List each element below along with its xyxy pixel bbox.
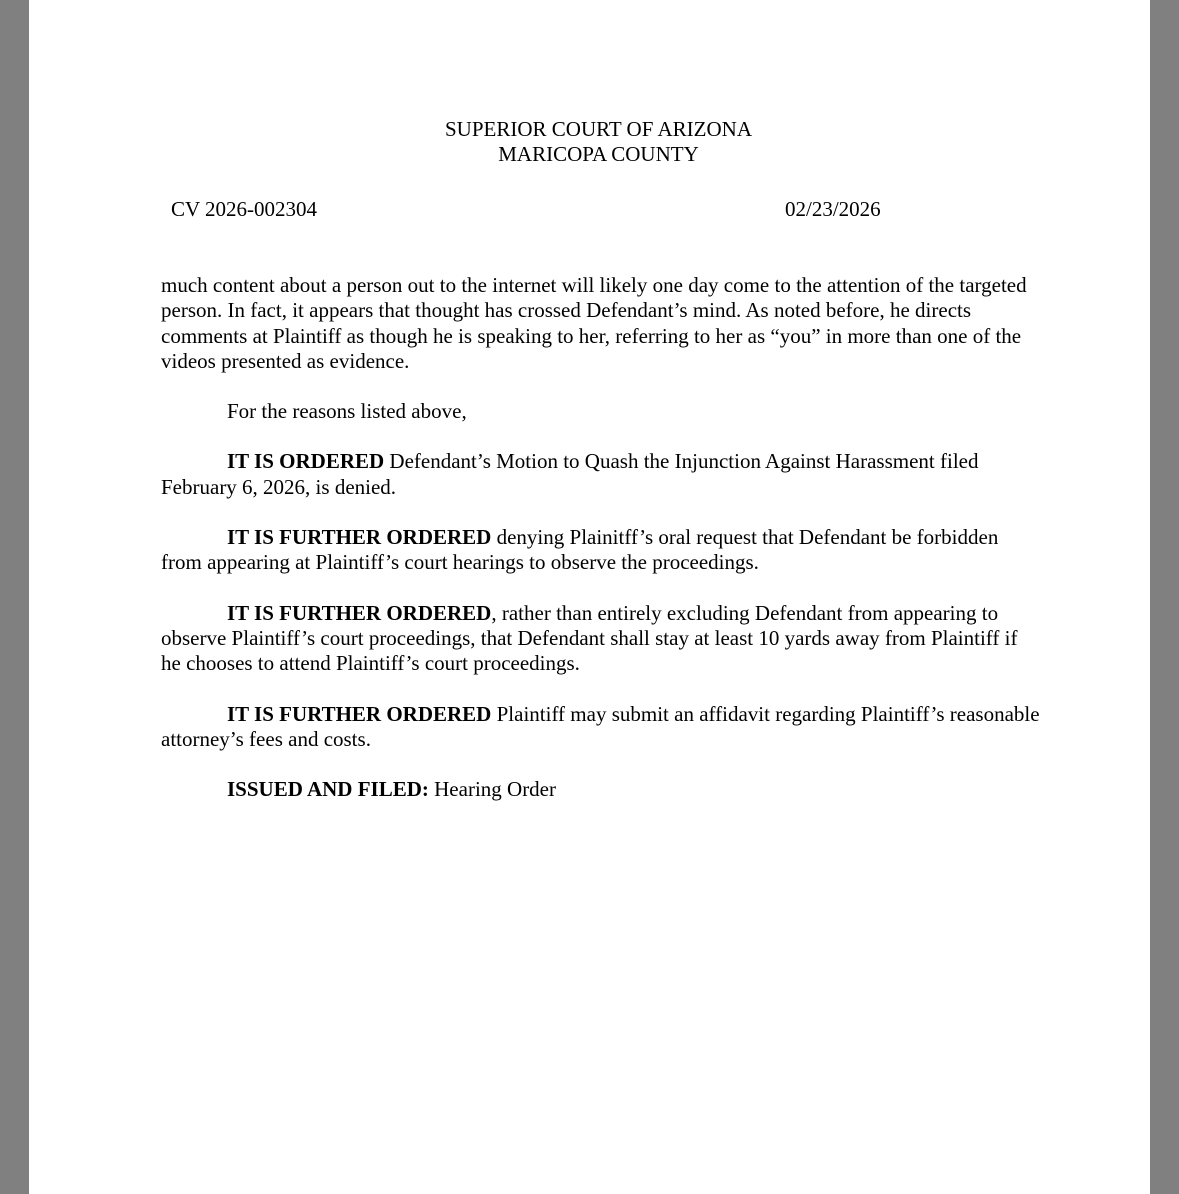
order-heading: IT IS ORDERED bbox=[227, 449, 385, 474]
issued-heading: ISSUED AND FILED: bbox=[227, 777, 429, 802]
issued-and-filed bbox=[161, 777, 1041, 802]
order-text: denying Plainitff’s oral request that Defendant be forbidden from appearing at Plaintiff’s court hearings to observe the proceedings. bbox=[161, 525, 999, 575]
case-number: CV 2026-002304 bbox=[171, 197, 318, 221]
order-paragraph-motion-denied bbox=[161, 449, 1041, 500]
order-heading: IT IS FURTHER ORDERED bbox=[227, 600, 492, 625]
continuation-paragraph: much content about a person out to the internet will likely one day come to the attention of the targeted person. In fact, it appears that thought has crossed Defendant’s mind. As noted before, he directs comments at Plaintiff as though he is speaking to her, referring to her as “you” in more than one of the videos presented as evidence. bbox=[161, 273, 1027, 373]
court-name: SUPERIOR COURT OF ARIZONA bbox=[445, 117, 752, 141]
order-heading: IT IS FURTHER ORDERED bbox=[227, 701, 492, 726]
issued-text: Hearing Order bbox=[428, 777, 556, 802]
order-text: Defendant’s Motion to Quash the Injunction Against Harassment filed February 6, 2026, is denied. bbox=[161, 449, 979, 499]
document-page bbox=[29, 0, 1150, 1194]
order-paragraph-distance bbox=[161, 601, 1041, 677]
order-heading: IT IS FURTHER ORDERED bbox=[227, 525, 492, 550]
order-paragraph-fees bbox=[161, 702, 1041, 753]
reasons-paragraph: For the reasons listed above, bbox=[227, 399, 467, 424]
order-paragraph-request-denied bbox=[161, 525, 1041, 576]
case-date: 02/23/2026 bbox=[785, 197, 881, 221]
order-text: , rather than entirely excluding Defendant from appearing to observe Plaintiff’s court proceedings, that Defendant shall stay at least 10 yards away from Plaintiff if he chooses to attend Plaintiff’s court proceedings. bbox=[161, 600, 1018, 676]
order-body bbox=[161, 273, 1041, 827]
county-name: MARICOPA COUNTY bbox=[498, 142, 699, 166]
order-text: Plaintiff may submit an affidavit regarding Plaintiff’s reasonable attorney’s fees and costs. bbox=[161, 701, 1040, 751]
